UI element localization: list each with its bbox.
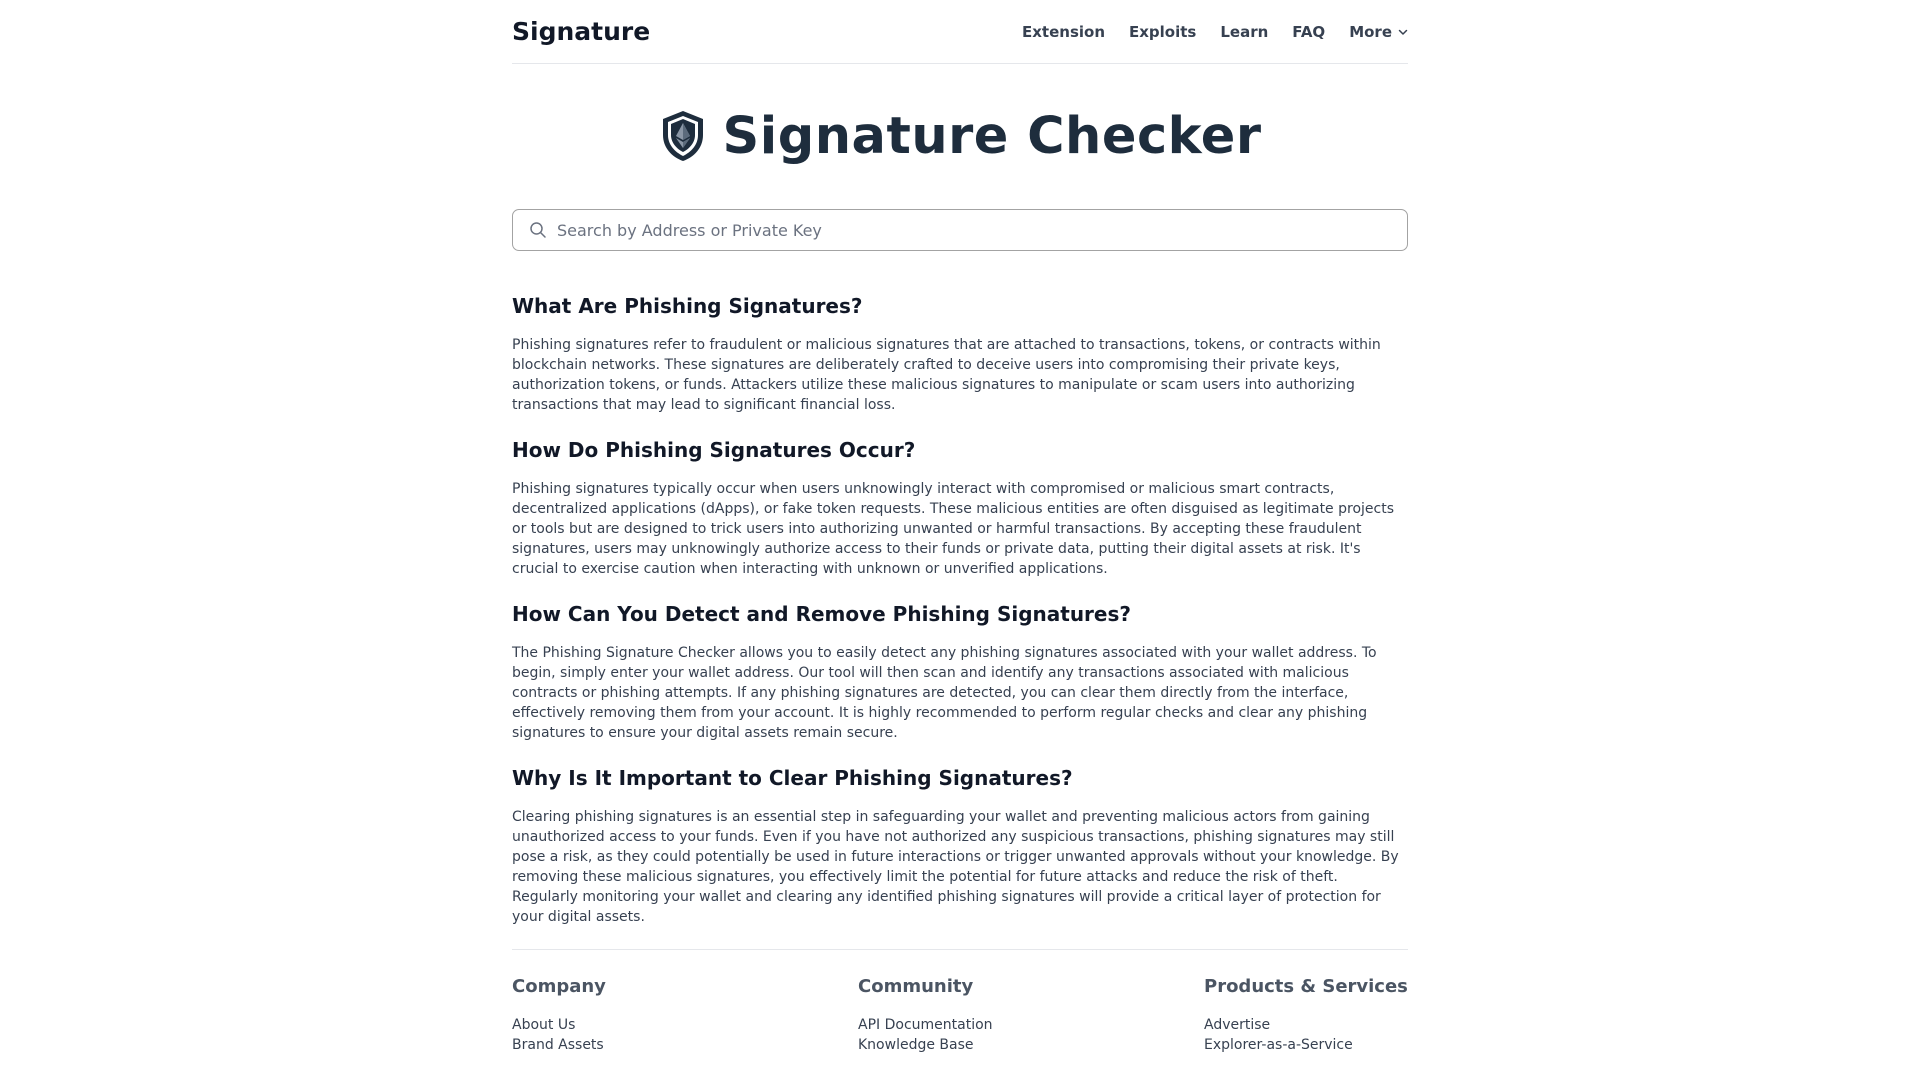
site-footer xyxy=(512,949,1408,1055)
main-nav xyxy=(1022,23,1408,41)
footer-link-explorer-as-a-service[interactable]: Explorer-as-a-Service xyxy=(1204,1037,1353,1053)
chevron-down-icon xyxy=(1398,27,1408,37)
nav-faq[interactable]: FAQ xyxy=(1292,22,1326,41)
section-paragraph: Clearing phishing signatures is an essential step in safeguarding your wallet and preventing malicious actors from gaining unauthorized access to your funds. Even if you have not authorized any suspicious transactions, phishing signatures may still pose a risk, as they could potentially be used in future interactions or trigger unwanted approvals without your knowledge. By removing these malicious signatures, you effectively limit the potential for future attacks and reduce the risk of theft. Regularly monitoring your wallet and clearing any identified phishing signatures will provide a critical layer of protection for your digital assets. xyxy=(512,809,1399,925)
nav-extension[interactable]: Extension xyxy=(1022,22,1105,41)
footer-column-company xyxy=(512,976,732,1055)
footer-column-title: Products & Services xyxy=(1204,976,1408,997)
section-what-are xyxy=(512,293,1408,415)
footer-link-api-documentation[interactable]: API Documentation xyxy=(858,1017,993,1033)
shield-ethereum-icon xyxy=(659,109,707,163)
section-paragraph: The Phishing Signature Checker allows you to easily detect any phishing signatures associated with your wallet address. To begin, simply enter your wallet address. Our tool will then scan and identify any transactions associated with malicious contracts or phishing attempts. If any phishing signatures are detected, you can clear them directly from the interface, effectively removing them from your account. It is highly recommended to perform regular checks and clear any phishing signatures to ensure your digital assets remain secure. xyxy=(512,645,1377,741)
section-heading: What Are Phishing Signatures? xyxy=(512,294,863,318)
hero xyxy=(512,106,1408,166)
section-heading: How Do Phishing Signatures Occur? xyxy=(512,438,916,462)
section-detect-remove xyxy=(512,601,1408,743)
footer-link-knowledge-base[interactable]: Knowledge Base xyxy=(858,1037,974,1053)
section-paragraph: Phishing signatures refer to fraudulent or malicious signatures that are attached to transactions, tokens, or contracts within blockchain networks. These signatures are deliberately crafted to deceive users into compromising their private keys, authorization tokens, or funds. Attackers utilize these malicious signatures to manipulate or scam users into authorizing transactions that may lead to significant financial loss. xyxy=(512,337,1381,413)
search-bar[interactable] xyxy=(512,209,1408,251)
nav-learn[interactable]: Learn xyxy=(1220,22,1269,41)
section-how-occur xyxy=(512,437,1408,579)
site-header xyxy=(512,0,1408,64)
section-heading: How Can You Detect and Remove Phishing Signatures? xyxy=(512,602,1131,626)
search-input[interactable] xyxy=(557,211,1407,249)
nav-more-dropdown[interactable] xyxy=(1349,23,1408,41)
nav-more-label: More xyxy=(1349,22,1392,41)
section-paragraph: Phishing signatures typically occur when users unknowingly interact with compromised or malicious smart contracts, decentralized applications (dApps), or fake token requests. These malicious entities are often disguised as legitimate projects or tools but are designed to trick users into authorizing unwanted or harmful transactions. By accepting these fraudulent signatures, users may unknowingly authorize access to their funds or private data, putting their digital assets at risk. It's crucial to exercise caution when interacting with unknown or unverified applications. xyxy=(512,481,1394,577)
section-why-important xyxy=(512,765,1408,927)
search-icon xyxy=(529,221,547,239)
footer-column-title: Company xyxy=(512,976,606,997)
footer-link-about-us[interactable]: About Us xyxy=(512,1017,576,1033)
brand-logo-link[interactable]: Signature xyxy=(512,17,651,46)
page-title: Signature Checker xyxy=(722,106,1262,166)
footer-link-advertise[interactable]: Advertise xyxy=(1204,1017,1271,1033)
footer-link-brand-assets[interactable]: Brand Assets xyxy=(512,1037,604,1053)
section-heading: Why Is It Important to Clear Phishing Signatures? xyxy=(512,766,1073,790)
footer-column-title: Community xyxy=(858,976,974,997)
footer-column-products-services xyxy=(1204,976,1408,1055)
article-content xyxy=(512,293,1408,927)
nav-exploits[interactable]: Exploits xyxy=(1129,22,1197,41)
page-container xyxy=(512,0,1408,1055)
footer-column-community xyxy=(858,976,1078,1055)
